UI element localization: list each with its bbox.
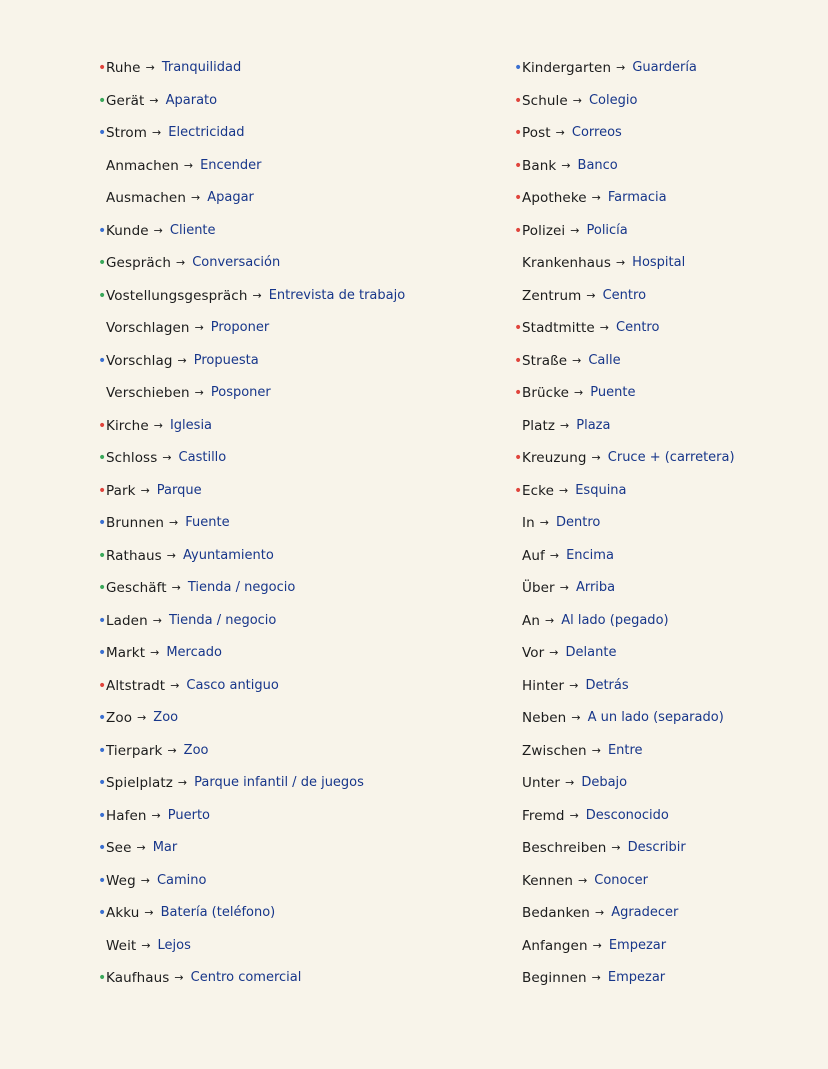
german-word: Platz [522,417,556,434]
german-word: Schule [522,92,568,109]
german-word: Ruhe [106,60,141,76]
spanish-translation: Posponer [210,385,271,400]
bullet-dot-icon [514,939,522,953]
vocab-entry [98,182,498,215]
arrow-right-icon: → [594,906,605,919]
arrow-right-icon: → [586,288,596,302]
german-word: Strom [106,125,148,141]
spanish-translation: Debajo [581,775,628,790]
bullet-dot-icon: • [98,580,107,597]
spanish-translation: Centro comercial [190,970,302,985]
bullet-dot-icon [514,841,522,855]
german-word: Kaufhaus [106,970,170,986]
bullet-dot-icon: • [98,482,107,499]
spanish-translation: Entre [607,742,643,758]
spanish-translation: Conocer [594,872,648,888]
arrow-right-icon: → [555,126,565,139]
vocab-entry [98,410,498,443]
arrow-right-icon: → [174,971,184,984]
bullet-dot-icon: • [98,352,107,369]
spanish-translation: Cliente [169,222,216,238]
bullet-dot-icon: • [98,807,107,824]
right-vocab-column [514,52,814,995]
vocab-entry [98,540,498,573]
vocab-entry [98,962,498,995]
german-word: Stadtmitte [522,320,595,336]
arrow-right-icon: → [153,223,163,237]
vocab-entry [98,442,498,475]
arrow-right-icon: → [569,678,579,692]
arrow-right-icon: → [191,191,201,204]
arrow-right-icon: → [144,906,154,919]
german-word: Weg [106,872,136,889]
arrow-right-icon: → [177,776,188,789]
german-word: Vostellungsgespräch [106,287,248,304]
german-word: Laden [106,612,148,629]
spanish-translation: Propuesta [193,352,259,368]
german-word: Beschreiben [522,840,607,856]
german-word: Straße [522,352,568,369]
vocab-entry [98,117,498,150]
spanish-translation: Centro [616,320,660,335]
vocab-entry [514,312,814,345]
vocab-entry [514,637,814,670]
arrow-right-icon: → [177,353,187,367]
bullet-dot-icon: • [514,352,523,369]
bullet-dot-icon [514,614,522,628]
german-word: Über [522,580,555,596]
arrow-right-icon: → [149,93,159,107]
vocab-entry [98,280,498,313]
bullet-dot-icon [514,646,522,660]
vocab-entry [514,442,814,475]
vocab-entry [98,345,498,378]
arrow-right-icon: → [194,386,204,399]
bullet-dot-icon [514,289,522,303]
spanish-translation: Tranquilidad [161,60,242,75]
spanish-translation: Electricidad [168,125,245,140]
bullet-dot-icon: • [98,677,107,694]
arrow-right-icon: → [572,353,582,367]
arrow-right-icon: → [559,483,569,497]
spanish-translation: Mercado [166,645,222,660]
spanish-translation: Zoo [153,710,179,725]
german-word: Schloss [106,450,158,466]
arrow-right-icon: → [175,256,186,269]
german-word: Spielplatz [106,775,173,791]
spanish-translation: Iglesia [169,417,213,433]
german-word: Brücke [522,385,570,401]
vocab-entry [514,702,814,735]
vocab-entry [98,572,498,605]
bullet-dot-icon [514,874,522,888]
vocab-entry [98,247,498,280]
vocab-entry [98,312,498,345]
arrow-right-icon: → [141,938,151,952]
arrow-right-icon: → [549,646,559,659]
arrow-right-icon: → [549,548,560,562]
spanish-translation: Tienda / negocio [187,580,296,595]
german-word: Zoo [106,710,133,726]
arrow-right-icon: → [570,223,580,237]
bullet-dot-icon [514,679,522,693]
arrow-right-icon: → [592,938,602,952]
german-word: Kirche [106,417,149,434]
spanish-translation: Colegio [588,92,638,108]
vocab-entry [514,182,814,215]
vocab-entry [98,767,498,800]
spanish-translation: Centro [602,287,647,303]
vocab-entry [514,572,814,605]
spanish-translation: Aparato [165,92,218,108]
arrow-right-icon: → [578,873,588,887]
bullet-dot-icon: • [514,450,523,467]
bullet-dot-icon: • [514,320,523,337]
arrow-right-icon: → [169,516,179,529]
german-word: Zentrum [522,287,582,304]
arrow-right-icon: → [152,613,162,627]
bullet-dot-icon: • [98,92,107,109]
arrow-right-icon: → [140,873,150,887]
vocab-entry [98,85,498,118]
arrow-right-icon: → [616,61,626,74]
german-word: Neben [522,710,567,726]
vocab-entry [514,670,814,703]
vocab-entry [514,962,814,995]
spanish-translation: Describir [627,840,686,855]
german-word: Vor [522,645,545,661]
spanish-translation: Detrás [585,677,629,693]
spanish-translation: Lejos [157,937,191,953]
spanish-translation: Hospital [632,255,686,270]
bullet-dot-icon: • [98,905,107,922]
arrow-right-icon: → [571,711,581,724]
arrow-right-icon: → [615,256,626,269]
german-word: Weit [106,937,137,954]
german-word: Kreuzung [522,450,587,466]
arrow-right-icon: → [151,808,161,822]
bullet-dot-icon: • [98,872,107,889]
spanish-translation: Plaza [576,417,611,433]
vocab-entry [514,280,814,313]
german-word: Tierpark [106,742,163,759]
vocab-entry [514,247,814,280]
vocab-entry [514,85,814,118]
spanish-translation: Al lado (pegado) [561,612,669,628]
bullet-dot-icon [514,776,522,790]
bullet-dot-icon: • [98,515,107,532]
german-word: Beginnen [522,970,587,986]
bullet-dot-icon: • [98,450,107,467]
spanish-translation: Ayuntamiento [183,547,274,563]
spanish-translation: Encima [566,547,614,563]
spanish-translation: Correos [571,125,622,140]
bullet-dot-icon [98,386,106,400]
vocab-entry [98,897,498,930]
spanish-translation: Guardería [632,60,697,75]
german-word: Auf [522,547,545,564]
vocab-entry [514,410,814,443]
spanish-translation: Empezar [608,937,667,953]
german-word: Park [106,482,136,499]
bullet-dot-icon [514,256,522,270]
vocab-entry [514,800,814,833]
german-word: See [106,840,132,856]
german-word: Zwischen [522,742,587,759]
german-word: Geschäft [106,580,167,596]
spanish-translation: Esquina [575,482,627,498]
bullet-dot-icon: • [98,612,107,629]
spanish-translation: Delante [565,645,617,660]
arrow-right-icon: → [591,451,601,464]
vocab-entry [514,605,814,638]
bullet-dot-icon: • [98,710,107,727]
german-word: Anmachen [106,157,179,174]
arrow-right-icon: → [162,451,172,464]
spanish-translation: Mar [152,840,178,855]
arrow-right-icon: → [167,743,177,757]
german-word: Rathaus [106,547,162,564]
bullet-dot-icon: • [98,255,107,272]
vocab-entry [98,377,498,410]
spanish-translation: Batería (teléfono) [160,905,276,920]
bullet-dot-icon [514,711,522,725]
vocab-entry [98,702,498,735]
bullet-dot-icon: • [98,287,107,304]
arrow-right-icon: → [559,581,569,594]
german-word: Bank [522,157,557,174]
arrow-right-icon: → [611,841,621,854]
vocab-entry [514,540,814,573]
spanish-translation: Banco [577,157,618,173]
spanish-translation: Parque infantil / de juegos [194,775,364,790]
german-word: Anfangen [522,937,588,954]
arrow-right-icon: → [166,548,176,562]
bullet-dot-icon [98,321,106,335]
arrow-right-icon: → [591,743,601,757]
vocab-entry [98,930,498,963]
german-word: Ecke [522,482,554,499]
german-word: Bedanken [522,905,590,921]
vocab-entry [98,52,498,85]
spanish-translation: Camino [156,872,207,888]
vocab-entry [514,117,814,150]
spanish-translation: Entrevista de trabajo [268,287,406,303]
vocab-entry [514,215,814,248]
bullet-dot-icon: • [98,547,107,564]
vocab-entry [98,670,498,703]
vocab-entry [98,735,498,768]
arrow-right-icon: → [252,288,262,302]
arrow-right-icon: → [599,321,610,334]
vocab-entry [98,832,498,865]
bullet-dot-icon: • [514,125,523,142]
vocab-entry [98,475,498,508]
german-word: Post [522,125,551,141]
arrow-right-icon: → [150,646,160,659]
bullet-dot-icon [514,549,522,563]
german-word: Ausmachen [106,190,186,206]
bullet-dot-icon [514,744,522,758]
bullet-dot-icon [514,906,522,920]
bullet-dot-icon: • [514,190,523,207]
spanish-translation: Proponer [210,320,270,335]
vocab-entry [514,930,814,963]
vocab-entry [98,637,498,670]
vocab-entry [514,735,814,768]
german-word: An [522,612,540,629]
spanish-translation: Policía [586,222,628,238]
spanish-translation: Zoo [183,742,209,758]
bullet-dot-icon: • [98,417,107,434]
spanish-translation: Calle [588,352,621,368]
bullet-dot-icon: • [514,60,523,77]
vocab-entry [98,215,498,248]
arrow-right-icon: → [572,93,582,107]
spanish-translation: Dentro [555,515,601,530]
spanish-translation: Parque [156,482,202,498]
arrow-right-icon: → [137,711,147,724]
german-word: Akku [106,905,140,921]
german-word: In [522,515,535,531]
spanish-translation: Farmacia [607,190,667,205]
german-word: Hafen [106,807,147,824]
bullet-dot-icon: • [514,157,523,174]
spanish-translation: Desconocido [585,807,669,823]
vocab-entry [514,345,814,378]
arrow-right-icon: → [152,126,162,139]
bullet-dot-icon [98,939,106,953]
bullet-dot-icon: • [98,645,107,662]
arrow-right-icon: → [170,678,180,692]
bullet-dot-icon: • [98,840,107,857]
spanish-translation: Tienda / negocio [168,612,277,628]
bullet-dot-icon: • [98,222,107,239]
spanish-translation: Fuente [185,515,230,530]
spanish-translation: A un lado (separado) [587,710,724,725]
vocab-entry [514,150,814,183]
arrow-right-icon: → [140,483,150,497]
vocab-entry [98,605,498,638]
spanish-translation: Cruce + (carretera) [607,450,735,465]
vocab-entry [514,865,814,898]
spanish-translation: Conversación [192,255,281,270]
german-word: Kindergarten [522,60,612,76]
arrow-right-icon: → [136,841,146,854]
arrow-right-icon: → [574,386,584,399]
arrow-right-icon: → [591,971,601,984]
german-word: Apotheke [522,190,587,206]
german-word: Markt [106,645,146,661]
vocab-entry [514,832,814,865]
spanish-translation: Arriba [575,580,616,595]
vocab-entry [514,475,814,508]
bullet-dot-icon [514,809,522,823]
vocab-entry [98,507,498,540]
spanish-translation: Agradecer [611,905,679,920]
bullet-dot-icon [514,971,522,985]
bullet-dot-icon: • [98,60,107,77]
german-word: Brunnen [106,515,165,531]
vocab-entry [514,52,814,85]
bullet-dot-icon [514,516,522,530]
arrow-right-icon: → [194,321,204,334]
vocab-entry [514,897,814,930]
vocab-entry [514,767,814,800]
arrow-right-icon: → [591,191,601,204]
arrow-right-icon: → [561,158,571,172]
bullet-dot-icon [514,419,522,433]
bullet-dot-icon: • [98,125,107,142]
german-word: Krankenhaus [522,255,611,271]
bullet-dot-icon: • [514,222,523,239]
bullet-dot-icon [98,191,106,205]
german-word: Polizei [522,222,566,239]
german-word: Hinter [522,677,565,694]
spanish-translation: Encender [200,157,262,173]
german-word: Altstradt [106,677,166,694]
bullet-dot-icon [98,159,106,173]
arrow-right-icon: → [153,418,163,432]
vocab-entry [514,507,814,540]
spanish-translation: Empezar [607,970,666,985]
bullet-dot-icon: • [98,775,107,792]
bullet-dot-icon [514,581,522,595]
arrow-right-icon: → [545,613,555,627]
arrow-right-icon: → [145,61,155,74]
german-word: Unter [522,775,561,791]
spanish-translation: Casco antiguo [186,677,279,693]
vocab-entry [98,865,498,898]
vocab-entry [514,377,814,410]
german-word: Kunde [106,222,149,239]
arrow-right-icon: → [569,808,579,822]
arrow-right-icon: → [183,158,194,172]
arrow-right-icon: → [565,776,575,789]
arrow-right-icon: → [539,516,549,529]
bullet-dot-icon: • [98,742,107,759]
vocab-entry [98,150,498,183]
german-word: Verschieben [106,385,190,401]
german-word: Vorschlagen [106,320,190,336]
vocab-entry [98,800,498,833]
german-word: Kennen [522,872,574,889]
spanish-translation: Castillo [178,450,227,465]
bullet-dot-icon: • [514,92,523,109]
spanish-translation: Puente [590,385,636,400]
german-word: Gespräch [106,255,171,271]
spanish-translation: Apagar [207,190,254,205]
german-word: Vorschlag [106,352,173,369]
german-word: Gerät [106,92,145,109]
left-vocab-column [98,52,498,995]
arrow-right-icon: → [560,418,570,432]
spanish-translation: Puerto [167,807,211,823]
german-word: Fremd [522,807,565,824]
bullet-dot-icon: • [98,970,107,987]
arrow-right-icon: → [171,581,181,594]
bullet-dot-icon: • [514,385,523,402]
bullet-dot-icon: • [514,482,523,499]
